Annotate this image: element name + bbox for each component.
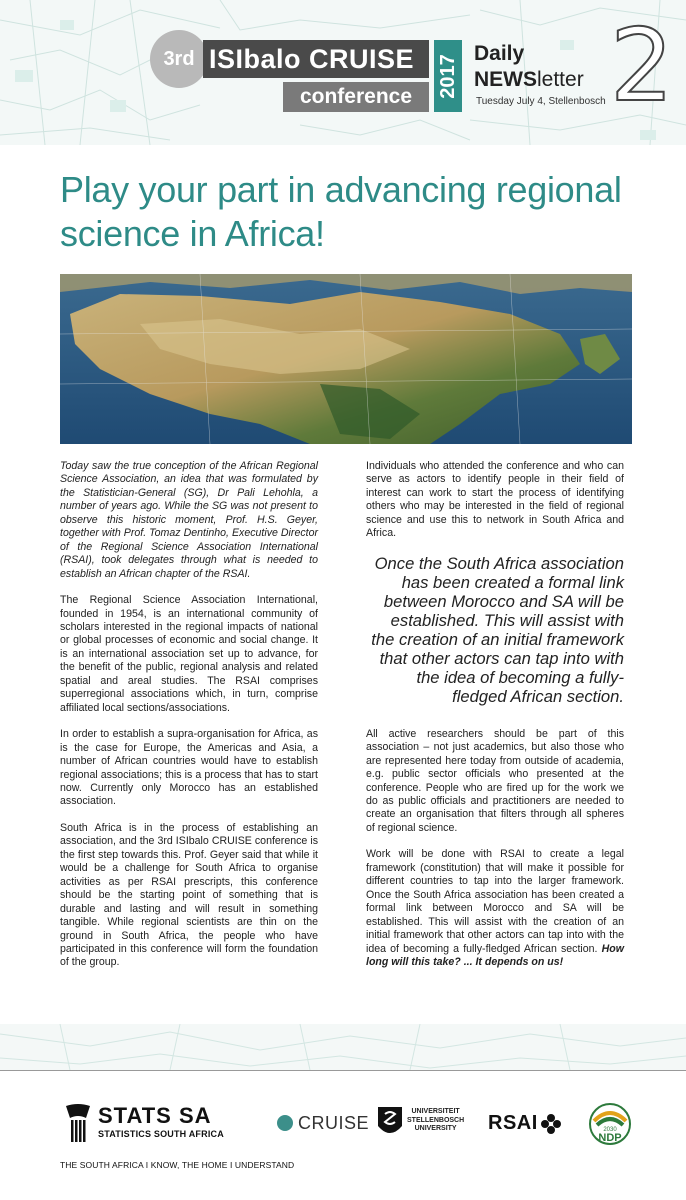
- daily-label: Daily: [474, 42, 525, 65]
- pull-quote: Once the South Africa association has been created a formal link between Morocco and SA will be established. This will assist with the creation of an initial framework that other actors can tap into with the idea of becoming a fully-fledged African section.: [371, 553, 624, 706]
- stellenbosch-line1: UNIVERSITEIT: [411, 1108, 460, 1115]
- footer-map-band: [0, 1024, 686, 1070]
- year-text: 2017: [436, 53, 459, 99]
- stellenbosch-name: [407, 1108, 464, 1134]
- year-badge: [434, 40, 462, 112]
- newsletter-rest: letter: [537, 68, 584, 91]
- closing-line: How long will this take? ... It depends on us!: [366, 942, 624, 968]
- newsletter-label: [474, 68, 584, 92]
- edition-badge: 3rd: [150, 30, 208, 88]
- body-paragraph: All active researchers should be part of this association – not just academics, but also those who are represented here today from outside of academia, e.g. public sector officials who presented at the conference. People who are fired up for the work we do as public officials and practitioners are needed to create an organisation that filters through all spheres of regional science.: [366, 727, 624, 834]
- stats-sa-mark-icon: [64, 1104, 92, 1144]
- stats-sa-logo: [64, 1104, 264, 1144]
- article-headline: Play your part in advancing regional science in Africa!: [60, 169, 622, 254]
- stellenbosch-line3: UNIVERSITY: [414, 1125, 457, 1132]
- stats-sa-tagline: THE SOUTH AFRICA I KNOW, THE HOME I UNDERSTAND: [60, 1160, 295, 1170]
- body-paragraph: The Regional Science Association International, founded in 1954, is an international community of scholars interested in the regional impacts of national or global processes of economic and social change. It is an international association set up to advance, for the benefit of the public, regional analysis and related spatial and areal studies. The RSAI comprises superregional associations which, in turn, comprise affiliated local sections/associations.: [60, 594, 318, 714]
- body-paragraph: [366, 848, 624, 969]
- stellenbosch-crest-icon: [377, 1106, 403, 1140]
- masthead: [0, 0, 686, 145]
- conference-subtitle: conference: [283, 82, 429, 112]
- ndp-2030-logo: [588, 1103, 632, 1145]
- newsletter-bold: NEWS: [474, 68, 537, 91]
- issue-number: 2: [610, 7, 674, 124]
- rsai-mark-icon: [541, 1114, 561, 1134]
- ndp-text: NDP: [598, 1132, 622, 1144]
- body-paragraph: Individuals who attended the conference and who can serve as actors to identify people in their field of interest can work to start the process of identifying others who may be interested in the field of regional science and use this to network in South Africa and Africa.: [366, 460, 624, 540]
- article-column-left: [60, 460, 318, 983]
- cruise-logo: [277, 1112, 369, 1134]
- footer-divider: [0, 1070, 686, 1071]
- body-text: Work will be done with RSAI to create a legal framework (constitution) that will make it possible for different countries to tap into the larger framework. Once the South Africa association has been created a formal link between Morocco and SA will be established. This will assist with the creation of an initial framework that other actors can tap into with the idea of becoming a fully-fledged African section.: [366, 848, 624, 955]
- africa-map-image: [60, 274, 632, 444]
- rsai-logo: [488, 1112, 561, 1135]
- ndp-year: 2030: [603, 1127, 617, 1133]
- stellenbosch-logo: [377, 1106, 481, 1142]
- cruise-name: CRUISE: [298, 1112, 370, 1133]
- issue-date: Tuesday July 4, Stellenbosch: [476, 96, 606, 107]
- article-column-right: [366, 460, 624, 982]
- body-paragraph: In order to establish a supra-organisation for Africa, as is the case for Europe, the Americas and Asia, a number of African countries would have to establish regional associations; this is a process that has to start now. Currently only Morocco has an established association.: [60, 728, 318, 808]
- rsai-name: RSAI: [488, 1112, 538, 1134]
- intro-paragraph: Today saw the true conception of the African Regional Science Association, an idea that was formulated by the Statistician-General (SG), Dr Pali Lehohla, a number of years ago. While the SG was not present to observe this historic moment, Prof. H.S. Geyer, together with Prof. Tomaz Dentinho, Executive Director of the Regional Science Association International (RSAI), took delegates through what is needed to establish an African chapter of the RSAI.: [60, 460, 318, 580]
- stellenbosch-line2: STELLENBOSCH: [407, 1116, 465, 1124]
- cruise-dot-icon: [277, 1115, 293, 1131]
- footer-map-pattern: [0, 1024, 686, 1070]
- stats-sa-name: STATS SA: [98, 1103, 212, 1128]
- stats-sa-subtitle: STATISTICS SOUTH AFRICA: [98, 1129, 224, 1139]
- body-paragraph: South Africa is in the process of establishing an association, and the 3rd ISIbalo CRUISE conference is the first step towards this. Prof. Geyer said that while it would be a challenge for South Africa to organise activities as per RSAI prescripts, this conference should be the starting point of something that is durable and lasting and will result in something tangible. While regional scientists are thin on the ground in South Africa, the people who have participated in this conference will form the foundation of the group.: [60, 821, 318, 969]
- conference-title: ISIbalo CRUISE: [203, 40, 429, 78]
